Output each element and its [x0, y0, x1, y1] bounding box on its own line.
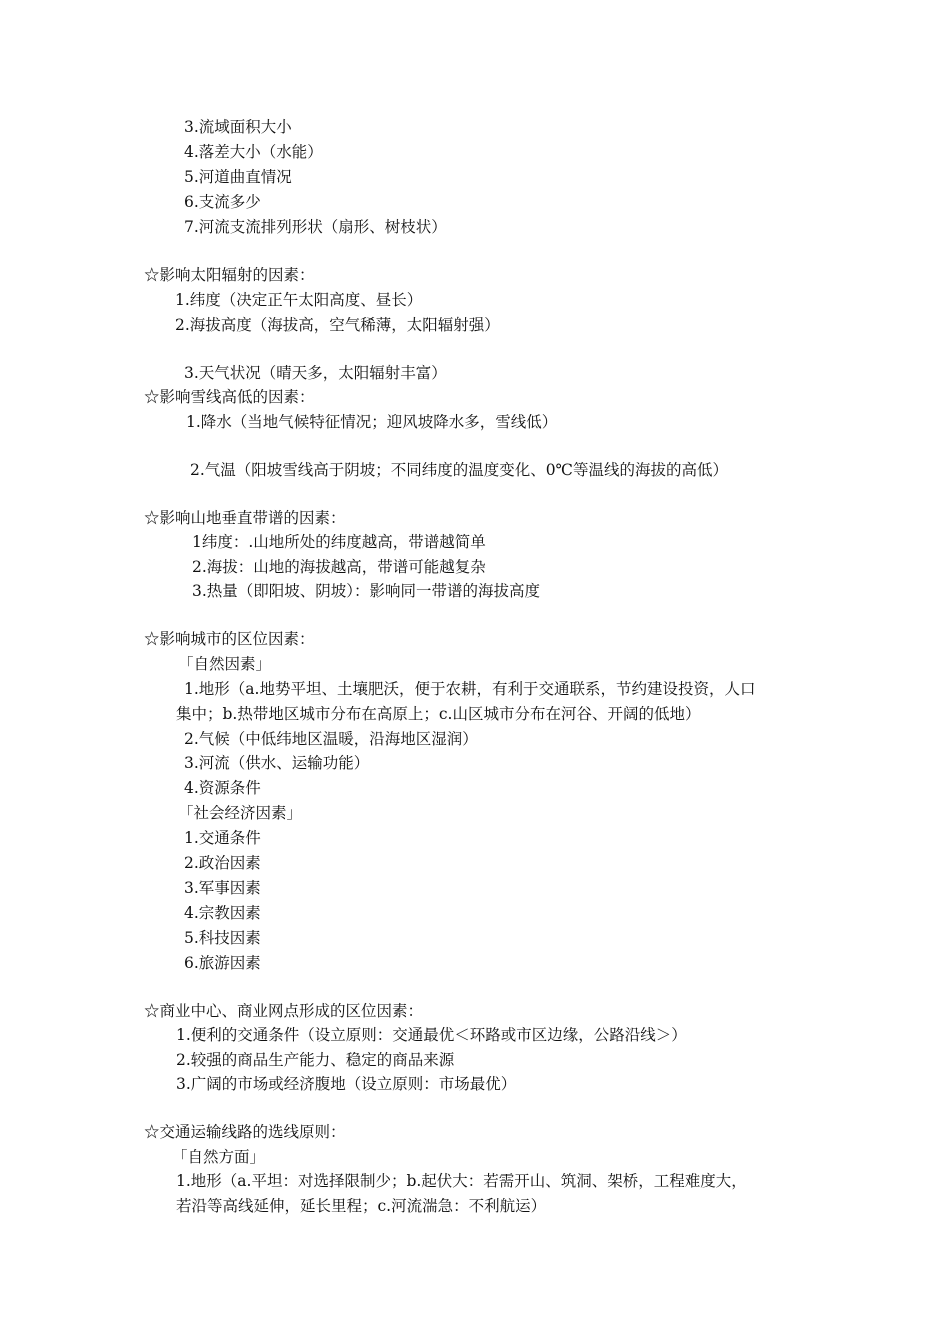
river-item: 5.河道曲直情况 — [184, 168, 292, 186]
city-natural-item: 1.地形（a.地势平坦、土壤肥沃，便于农耕，有利于交通联系，节约建设投资，人口 — [184, 680, 756, 698]
city-social-item: 6.旅游因素 — [184, 954, 261, 972]
city-natural-item: 2.气候（中低纬地区温暖，沿海地区湿润） — [184, 730, 478, 748]
river-item: 6.支流多少 — [184, 193, 261, 211]
section-heading-vertical-zones: ☆影响山地垂直带谱的因素： — [144, 509, 346, 527]
river-item: 3.流域面积大小 — [184, 118, 292, 136]
river-item: 7.河流支流排列形状（扇形、树枝状） — [184, 218, 447, 236]
vertical-zone-item: 3.热量（即阳坡、阴坡）：影响同一带谱的海拔高度 — [192, 582, 541, 600]
section-heading-commerce: ☆商业中心、商业网点形成的区位因素： — [144, 1002, 424, 1020]
transport-item: 1.地形（a.平坦：对选择限制少；b.起伏大：若需开山、筑洞、架桥，工程难度大， — [176, 1172, 747, 1190]
city-social-item: 4.宗教因素 — [184, 904, 261, 922]
section-heading-solar: ☆影响太阳辐射的因素： — [144, 266, 315, 284]
commerce-item: 1.便利的交通条件（设立原则：交通最优＜环路或市区边缘，公路沿线＞） — [176, 1026, 687, 1044]
city-social-item: 3.军事因素 — [184, 879, 261, 897]
vertical-zone-item: 1纬度：.山地所处的纬度越高，带谱越简单 — [192, 533, 486, 551]
city-social-item: 5.科技因素 — [184, 929, 261, 947]
commerce-item: 2.较强的商品生产能力、稳定的商品来源 — [176, 1051, 455, 1069]
section-heading-snowline: ☆影响雪线高低的因素： — [144, 388, 315, 406]
city-natural-item: 4.资源条件 — [184, 779, 261, 797]
city-natural-item: 集中；b.热带地区城市分布在高原上；c.山区城市分布在河谷、开阔的低地） — [176, 705, 701, 723]
snowline-item: 1.降水（当地气候特征情况；迎风坡降水多，雪线低） — [186, 413, 558, 431]
section-heading-transport: ☆交通运输线路的选线原则： — [144, 1123, 346, 1141]
solar-item: 3.天气状况（晴天多，太阳辐射丰富） — [184, 364, 447, 382]
snowline-item: 2.气温（阳坡雪线高于阴坡；不同纬度的温度变化、0℃等温线的海拔的高低） — [190, 461, 728, 479]
solar-item: 2.海拔高度（海拔高，空气稀薄，太阳辐射强） — [175, 316, 500, 334]
solar-item: 1.纬度（决定正午太阳高度、昼长） — [175, 291, 423, 309]
subsection-label-natural: 「自然因素」 — [178, 655, 272, 673]
section-heading-city: ☆影响城市的区位因素： — [144, 630, 315, 648]
river-item: 4.落差大小（水能） — [184, 143, 323, 161]
vertical-zone-item: 2.海拔：山地的海拔越高，带谱可能越复杂 — [192, 558, 486, 576]
subsection-label-natural-aspect: 「自然方面」 — [172, 1148, 266, 1166]
city-social-item: 1.交通条件 — [184, 829, 261, 847]
city-social-item: 2.政治因素 — [184, 854, 261, 872]
subsection-label-social: 「社会经济因素」 — [178, 804, 303, 822]
commerce-item: 3.广阔的市场或经济腹地（设立原则：市场最优） — [176, 1075, 517, 1093]
city-natural-item: 3.河流（供水、运输功能） — [184, 754, 370, 772]
transport-item: 若沿等高线延伸，延长里程；c.河流湍急：不利航运） — [176, 1197, 547, 1215]
